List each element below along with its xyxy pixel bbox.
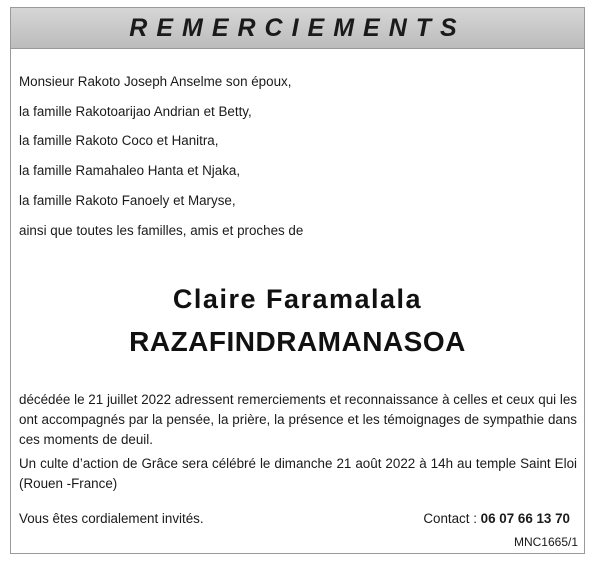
contact-label: Contact :: [423, 511, 481, 526]
header-title: REMERCIEMENTS: [129, 13, 466, 42]
contact-phone: 06 07 66 13 70: [480, 511, 570, 526]
intro-line: la famille Rakoto Fanoely et Maryse,: [19, 193, 236, 208]
thanks-paragraph: décédée le 21 juillet 2022 adressent remerciements et reconnaissance à celles et ceux qui les ont accompagnés par la pensée, la prière, la présence et les témoignages de sympathie dans ces moments de deuil.: [19, 392, 577, 447]
service-paragraph: Un culte d’action de Grâce sera célébré le dimanche 21 août 2022 à 14h au temple Saint Eloi (Rouen -France): [19, 456, 577, 491]
announcement-frame: [10, 7, 585, 554]
deceased-first-names: Claire Faramalala: [172, 284, 423, 314]
intro-line: ainsi que toutes les familles, amis et proches de: [19, 223, 304, 238]
header-banner: [11, 8, 584, 49]
intro-line: Monsieur Rakoto Joseph Anselme son époux,: [19, 74, 292, 89]
invitation-text: Vous êtes cordialement invités.: [19, 511, 204, 526]
intro-line: la famille Rakotoarijao Andrian et Betty,: [19, 104, 252, 119]
contact-info: [423, 511, 570, 526]
intro-line: la famille Rakoto Coco et Hanitra,: [19, 133, 219, 148]
deceased-surname: RAZAFINDRAMANASOA: [129, 326, 466, 357]
intro-line: la famille Ramahaleo Hanta et Njaka,: [19, 163, 241, 178]
reference-code: MNC1665/1: [513, 535, 578, 549]
